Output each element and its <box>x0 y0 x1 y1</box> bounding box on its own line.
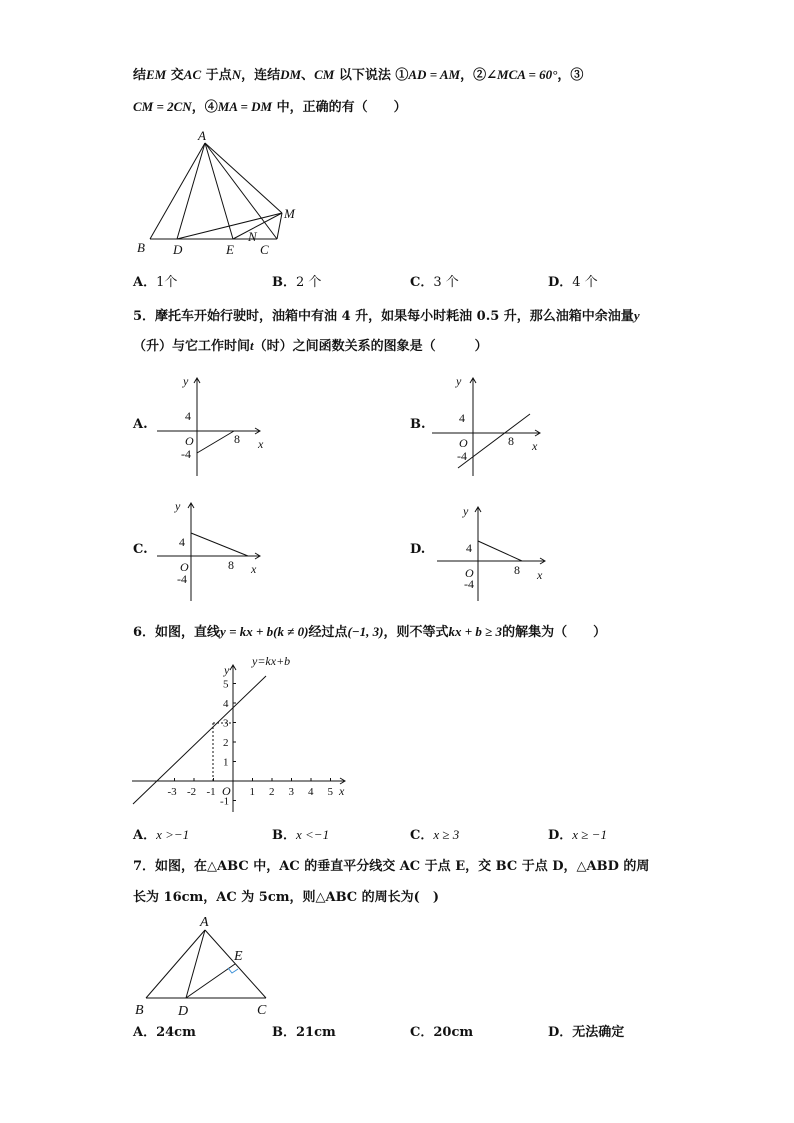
tick-neg4: -4 <box>464 577 474 591</box>
q4-math: EM <box>146 67 167 82</box>
q4-text: 于点 <box>205 68 232 83</box>
y-tick-label: 3 <box>223 717 229 730</box>
tick-neg4: -4 <box>177 572 187 586</box>
graph-line <box>133 676 266 804</box>
q6-option-b[interactable] <box>272 826 329 845</box>
q5-text: 5．摩托车开始行驶时，油箱中有油 4 升，如果每小时耗油 0.5 升，那么油箱中余油量 <box>133 309 634 324</box>
q4-math: DM <box>280 67 302 82</box>
option-label: A． <box>133 828 157 843</box>
y-label: y <box>183 374 189 388</box>
q6-line-expr: y = kx + b(k ≠ 0) <box>220 624 309 639</box>
y-tick-label: 4 <box>223 698 229 710</box>
y-label: y <box>463 504 469 518</box>
q4-segment-AE <box>205 143 233 239</box>
q7-line1 <box>133 858 649 876</box>
x-label: x <box>339 784 345 798</box>
q4-math: CM <box>314 67 335 82</box>
tick-neg4: -4 <box>181 447 191 461</box>
q7-segment-AB <box>146 930 205 998</box>
tick-4: 4 <box>179 535 185 549</box>
q5-var-y: y <box>633 308 640 323</box>
option-label: D. <box>410 542 426 557</box>
q5-graph-b[interactable] <box>425 370 555 480</box>
q6-point: (−1, 3) <box>347 624 384 639</box>
q7-right-angle-mark <box>228 968 238 973</box>
q4-segment-AD <box>177 143 205 239</box>
q5-text: （升）与它工作时间 <box>133 339 251 354</box>
q7-label-D: D <box>178 1004 189 1019</box>
q6-text: 的解集为（ ） <box>502 625 607 640</box>
q6-option-a[interactable] <box>133 826 189 845</box>
q4-label-B: B <box>137 240 145 255</box>
x-label: x <box>251 562 257 576</box>
q7-line2 <box>133 889 439 907</box>
graph-line <box>197 431 234 453</box>
q7-figure <box>130 912 280 1020</box>
q7-option-b[interactable] <box>272 1024 336 1042</box>
q5-graph-d[interactable] <box>425 495 555 605</box>
option-text: 2 个 <box>296 275 322 290</box>
q4-segment-AB <box>150 143 205 239</box>
q5-option-b[interactable] <box>410 416 426 434</box>
graph-line <box>191 533 248 556</box>
option-label: D． <box>548 1025 573 1040</box>
tick-8: 8 <box>234 432 240 446</box>
y-label: y <box>224 663 230 677</box>
graph-line <box>458 414 530 468</box>
q4-statement-2: ∠MCA = 60° <box>486 67 558 82</box>
q5-text: （时）之间函数关系的图象是（ ） <box>253 339 488 354</box>
q4-option-c[interactable] <box>410 274 459 292</box>
option-text: 3 个 <box>433 275 459 290</box>
q7-text: 长为 16cm，AC 为 5cm，则△ABC 的周长为( ) <box>133 890 439 905</box>
q4-statement-4: MA = DM <box>217 99 273 114</box>
q5-graph-a[interactable] <box>150 370 280 480</box>
y-tick-label: -1 <box>220 795 230 808</box>
q4-label-E: E <box>226 242 234 257</box>
q6-text: ，则不等式 <box>383 625 449 640</box>
option-label: B. <box>410 417 426 432</box>
y-tick-label: 1 <box>223 756 229 769</box>
option-label: C． <box>410 1025 434 1040</box>
tick-4: 4 <box>185 409 191 423</box>
q7-segment-DE <box>186 964 235 998</box>
option-label: A. <box>133 417 148 432</box>
q5-option-a[interactable] <box>133 416 148 434</box>
option-label: C. <box>133 542 148 557</box>
q4-statement-number: ，③ <box>557 68 584 83</box>
origin-label: O <box>222 784 231 798</box>
q7-text: 7．如图，在△ABC 中，AC 的垂直平分线交 AC 于点 E，交 BC 于点 D，△ABD 的周 <box>133 859 650 874</box>
q4-label-D: D <box>173 242 183 257</box>
tick-neg4: -4 <box>457 449 467 463</box>
q7-label-E: E <box>234 949 243 964</box>
q4-segment-DM <box>177 213 282 239</box>
q4-statement-number: ① <box>395 68 409 83</box>
q5-line2 <box>133 337 488 356</box>
q5-line1 <box>133 307 640 326</box>
graph-line <box>478 541 522 561</box>
q4-line2 <box>133 98 407 117</box>
q4-option-a[interactable] <box>133 274 177 292</box>
q4-option-b[interactable] <box>272 274 321 292</box>
option-text: 4 个 <box>572 275 598 290</box>
q7-label-B: B <box>135 1003 144 1018</box>
origin-label: O <box>465 566 474 580</box>
q4-line1 <box>133 66 583 85</box>
origin-label: O <box>185 434 194 448</box>
x-label: x <box>532 439 538 453</box>
q4-segment-AM <box>205 143 282 213</box>
q6-text: 6．如图，直线 <box>133 625 221 640</box>
tick-8: 8 <box>508 434 514 448</box>
q5-option-d[interactable] <box>410 541 425 559</box>
option-label: B． <box>272 828 296 843</box>
q4-label-N: N <box>248 229 257 244</box>
q4-statement-number: ，④ <box>191 100 218 115</box>
x-label: x <box>537 568 543 582</box>
x-tick-label: 2 <box>269 786 275 798</box>
option-text: x <−1 <box>296 827 330 842</box>
q6-option-d[interactable] <box>548 826 607 845</box>
q4-segment-CM <box>277 213 282 239</box>
option-text: x >−1 <box>156 827 190 842</box>
q4-statement-1: AD = AM <box>408 67 461 82</box>
option-label: A． <box>133 1025 157 1040</box>
q6-figure <box>128 650 358 815</box>
q6-inequality: kx + b ≥ 3 <box>448 624 503 639</box>
option-text: 1个 <box>156 275 178 290</box>
q4-text: 交 <box>170 68 184 83</box>
q4-text: 以下说法 <box>338 68 391 83</box>
q7-option-c[interactable] <box>410 1024 473 1042</box>
y-label: y <box>175 499 181 513</box>
q4-segment-AC <box>205 143 277 239</box>
q4-text: ，连结 <box>241 68 281 83</box>
x-tick-label: -1 <box>206 786 216 798</box>
q6-line1 <box>133 623 606 642</box>
q4-text: 中，正确的有（ ） <box>276 100 407 115</box>
line-label: y=kx+b <box>252 654 291 668</box>
option-label: C． <box>410 275 434 290</box>
q4-statement-number: ，② <box>460 68 487 83</box>
x-label: x <box>258 437 264 451</box>
option-label: C． <box>410 828 434 843</box>
option-text: 21cm <box>296 1025 336 1040</box>
x-tick-label: 3 <box>288 786 294 798</box>
option-label: B． <box>272 1025 296 1040</box>
q7-option-d[interactable] <box>548 1024 624 1042</box>
q6-option-c[interactable] <box>410 826 459 845</box>
q7-label-A: A <box>200 915 209 930</box>
q4-label-A: A <box>198 128 206 143</box>
option-label: A． <box>133 275 157 290</box>
option-text: 无法确定 <box>572 1025 625 1040</box>
q4-math: AC <box>183 67 202 82</box>
option-label: D． <box>548 275 573 290</box>
option-text: 24cm <box>156 1025 196 1040</box>
q6-text: 经过点 <box>308 625 348 640</box>
x-tick-label: -3 <box>167 786 177 798</box>
q7-label-C: C <box>257 1003 267 1018</box>
y-label: y <box>456 374 462 388</box>
tick-8: 8 <box>514 563 520 577</box>
x-tick-label: 1 <box>249 786 255 798</box>
origin-label: O <box>180 560 189 574</box>
option-text: x ≥ −1 <box>572 827 607 842</box>
x-tick-label: 4 <box>308 786 314 798</box>
q4-label-C: C <box>260 242 269 257</box>
q4-statement-3: CM = 2CN <box>133 99 192 114</box>
tick-8: 8 <box>228 558 234 572</box>
option-text: x ≥ 3 <box>433 827 460 842</box>
y-tick-label: 2 <box>223 737 229 749</box>
option-label: D． <box>548 828 573 843</box>
tick-4: 4 <box>466 541 472 555</box>
q4-label-M: M <box>284 206 295 221</box>
q4-text: 结 <box>133 68 147 83</box>
q7-option-a[interactable] <box>133 1024 196 1042</box>
q4-figure <box>130 128 310 258</box>
tick-4: 4 <box>459 411 465 425</box>
origin-label: O <box>459 436 468 450</box>
x-tick-label: -2 <box>187 786 197 798</box>
q5-graph-c[interactable] <box>150 495 280 605</box>
q5-var-t: t <box>250 338 254 353</box>
q7-segment-AC <box>205 930 266 998</box>
q4-option-d[interactable] <box>548 274 598 292</box>
option-label: B． <box>272 275 296 290</box>
q4-math: N <box>231 67 242 82</box>
q4-text: 、 <box>301 68 315 83</box>
option-text: 20cm <box>433 1025 474 1040</box>
y-tick-label: 5 <box>223 678 229 691</box>
q5-option-c[interactable] <box>133 541 148 559</box>
x-tick-label: 5 <box>327 786 333 798</box>
